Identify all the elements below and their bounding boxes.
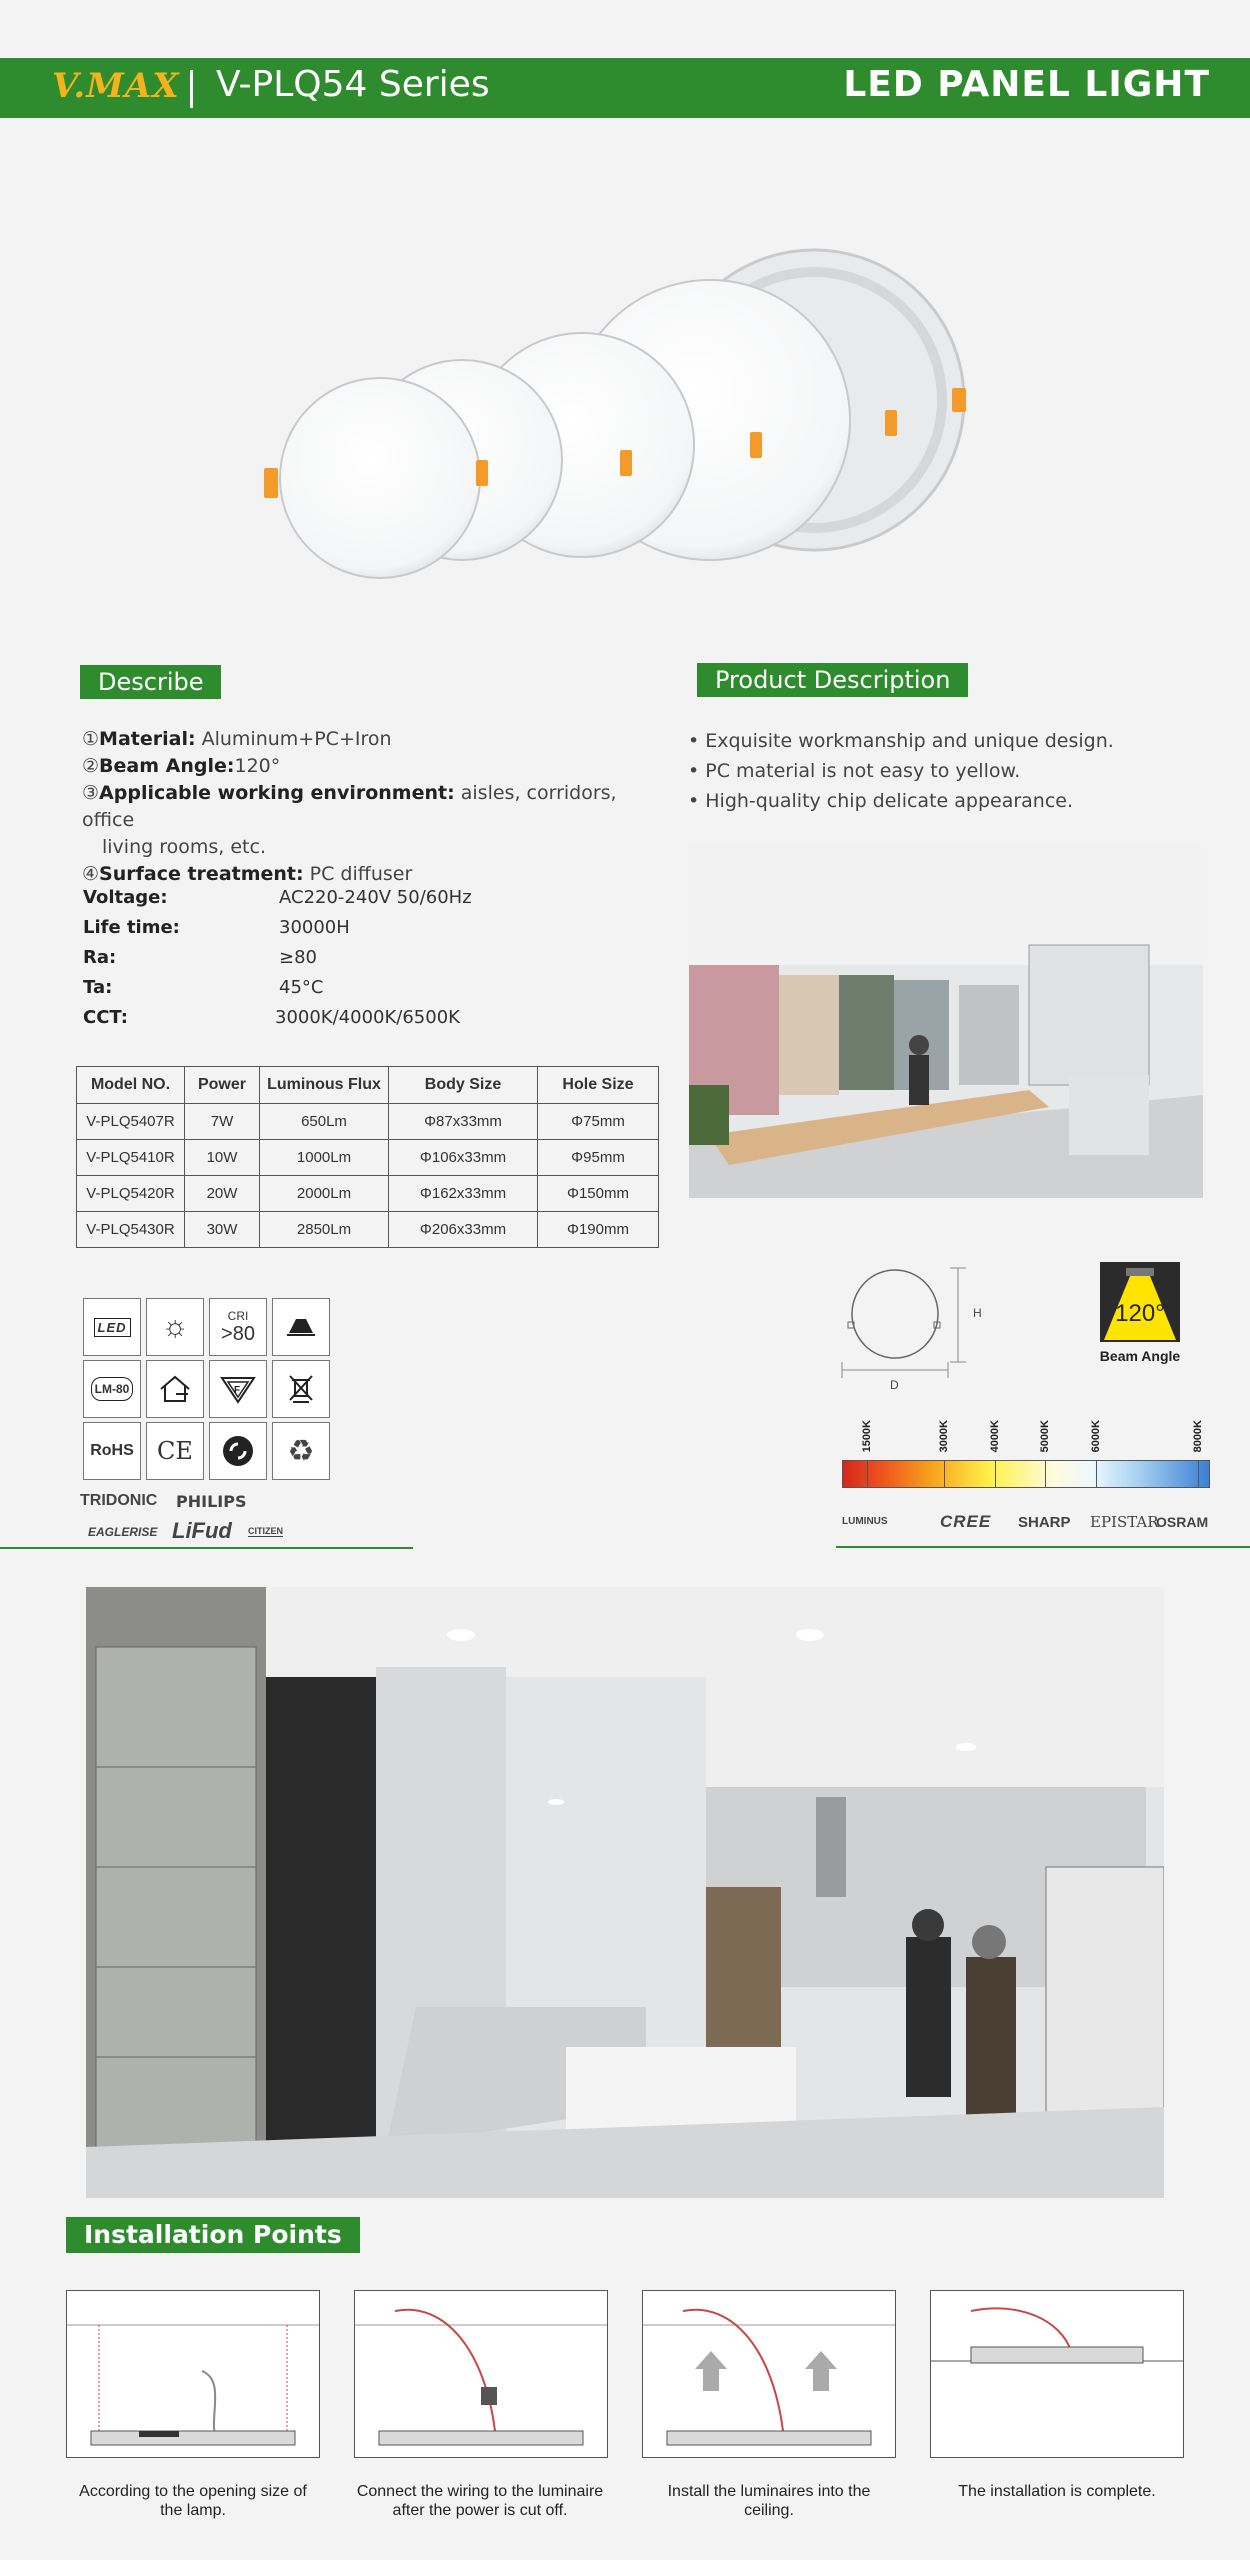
brand-eaglerise: EAGLERISE	[88, 1525, 158, 1539]
indoor-house-icon	[146, 1360, 204, 1418]
table-header: Body Size	[389, 1067, 538, 1104]
feature-item: ③Applicable working environment: aisles, corridors, office	[82, 782, 617, 831]
dimension-diagram	[838, 1262, 998, 1392]
install-step-4-diagram	[930, 2290, 1184, 2458]
spec-row: Ta: 45°C	[83, 977, 324, 998]
table-header: Model NO.	[77, 1067, 185, 1104]
brand-tridonic: TRIDONIC	[80, 1492, 158, 1509]
product-hero-image	[240, 220, 1000, 600]
section-divider-right	[836, 1546, 1250, 1548]
feature-item-continued: living rooms, etc.	[102, 836, 266, 858]
table-row	[77, 1104, 659, 1140]
sun-icon: ☼	[146, 1298, 204, 1356]
bullet-item: • Exquisite workmanship and unique design.	[688, 730, 1114, 752]
dimension-h-label: H	[973, 1306, 982, 1320]
brand-epistar: EPISTAR	[1090, 1513, 1159, 1531]
install-step-3-caption: Install the luminaires into the ceiling.	[667, 2483, 871, 2519]
table-row	[77, 1140, 659, 1176]
beam-angle-label: Beam Angle	[1099, 1348, 1181, 1364]
ce-icon: CE	[146, 1422, 204, 1480]
interior-photo	[86, 1587, 1164, 2198]
table-header: Luminous Flux	[260, 1067, 389, 1104]
feature-item: ②Beam Angle:120°	[82, 755, 281, 777]
model-table	[76, 1066, 659, 1248]
recycle-icon: ♻	[272, 1422, 330, 1480]
feature-list	[82, 726, 662, 888]
brand-sharp: SHARP	[1018, 1514, 1071, 1531]
cct-tick-label: 1500K	[861, 1420, 874, 1453]
table-cell: Φ190mm	[538, 1212, 659, 1248]
brand-lifud: LiFud	[172, 1518, 232, 1543]
product-description-tag: Product Description	[697, 663, 968, 697]
table-cell: 1000Lm	[260, 1140, 389, 1176]
description-bullets	[688, 726, 1228, 816]
beam-angle-value: 120°	[1115, 1300, 1165, 1327]
table-cell: V-PLQ5410R	[77, 1140, 185, 1176]
table-cell: 10W	[185, 1140, 260, 1176]
table-cell: V-PLQ5430R	[77, 1212, 185, 1248]
cct-tick-label: 8000K	[1191, 1420, 1204, 1453]
cct-tick-label: 3000K	[937, 1420, 950, 1453]
table-cell: Φ75mm	[538, 1104, 659, 1140]
table-cell: Φ106x33mm	[389, 1140, 538, 1176]
cct-tick-line	[944, 1460, 945, 1488]
cct-scale	[842, 1420, 1208, 1488]
green-dot-icon	[209, 1422, 267, 1480]
table-header: Power	[185, 1067, 260, 1104]
spec-row: Ra: ≥80	[83, 947, 317, 968]
bullet-item: • High-quality chip delicate appearance.	[688, 790, 1074, 812]
table-cell: 2000Lm	[260, 1176, 389, 1212]
ceiling-lamp-icon	[272, 1298, 330, 1356]
cct-tick-line	[867, 1460, 868, 1488]
header-bar	[0, 58, 1250, 118]
spec-list	[83, 887, 583, 1037]
describe-tag: Describe	[80, 665, 221, 699]
table-header-row	[77, 1067, 659, 1104]
brand-philips: PHILIPS	[176, 1492, 247, 1511]
product-category: LED PANEL LIGHT	[843, 64, 1210, 105]
spec-row: Life time: 30000H	[83, 917, 350, 938]
weee-bin-icon	[272, 1360, 330, 1418]
cct-tick-label: 4000K	[988, 1420, 1001, 1453]
table-cell: 20W	[185, 1176, 260, 1212]
table-cell: Φ206x33mm	[389, 1212, 538, 1248]
cct-tick-label: 6000K	[1090, 1420, 1103, 1453]
f-mark-icon	[209, 1360, 267, 1418]
table-cell: V-PLQ5407R	[77, 1104, 185, 1140]
install-step-4-caption: The installation is complete.	[958, 2483, 1156, 2500]
header-divider	[190, 70, 193, 108]
table-cell: 7W	[185, 1104, 260, 1140]
cct-tick-line	[1045, 1460, 1046, 1488]
table-cell: 650Lm	[260, 1104, 389, 1140]
table-cell: 30W	[185, 1212, 260, 1248]
certification-icons	[83, 1298, 333, 1488]
spec-row: CCT: 3000K/4000K/6500K	[83, 1007, 460, 1028]
cct-tick-line	[1096, 1460, 1097, 1488]
table-row	[77, 1212, 659, 1248]
table-cell: V-PLQ5420R	[77, 1176, 185, 1212]
feature-item: ①Material: Aluminum+PC+Iron	[82, 728, 392, 750]
install-step-1-diagram	[66, 2290, 320, 2458]
brand-citizen: CITIZEN	[248, 1526, 283, 1536]
brand-logo: V.MAX	[52, 66, 180, 106]
table-cell: Φ150mm	[538, 1176, 659, 1212]
installation-tag: Installation Points	[66, 2217, 360, 2253]
series-title: V-PLQ54 Series	[216, 64, 490, 105]
svg-text:F: F	[234, 1385, 241, 1396]
led-icon: LED	[83, 1298, 141, 1356]
table-row	[77, 1176, 659, 1212]
brand-cree: CREE	[940, 1512, 992, 1531]
rohs-icon: RoHS	[83, 1422, 141, 1480]
install-step-3-diagram	[642, 2290, 896, 2458]
showroom-photo	[689, 845, 1203, 1198]
brand-osram: OSRAM	[1156, 1514, 1209, 1530]
table-cell: Φ95mm	[538, 1140, 659, 1176]
install-step-2-diagram	[354, 2290, 608, 2458]
install-step-2-caption: Connect the wiring to the luminaire after the power is cut off.	[356, 2483, 604, 2519]
cct-tick-line	[1198, 1460, 1199, 1488]
section-divider-left	[0, 1547, 413, 1549]
bullet-item: • PC material is not easy to yellow.	[688, 760, 1021, 782]
table-cell: Φ87x33mm	[389, 1104, 538, 1140]
dimension-d-label: D	[890, 1378, 899, 1392]
cri-icon: CRI >80	[209, 1298, 267, 1356]
install-step-1-caption: According to the opening size of the lamp.	[79, 2483, 307, 2519]
feature-item: ④Surface treatment: PC diffuser	[82, 863, 413, 885]
table-cell: 2850Lm	[260, 1212, 389, 1248]
table-cell: Φ162x33mm	[389, 1176, 538, 1212]
cct-tick-line	[995, 1460, 996, 1488]
table-header: Hole Size	[538, 1067, 659, 1104]
cct-tick-label: 5000K	[1039, 1420, 1052, 1453]
lm80-icon: LM-80	[83, 1360, 141, 1418]
spec-row: Voltage: AC220-240V 50/60Hz	[83, 887, 472, 908]
panel-smallest	[280, 378, 480, 578]
brand-luminus: LUMINUS	[842, 1516, 888, 1527]
